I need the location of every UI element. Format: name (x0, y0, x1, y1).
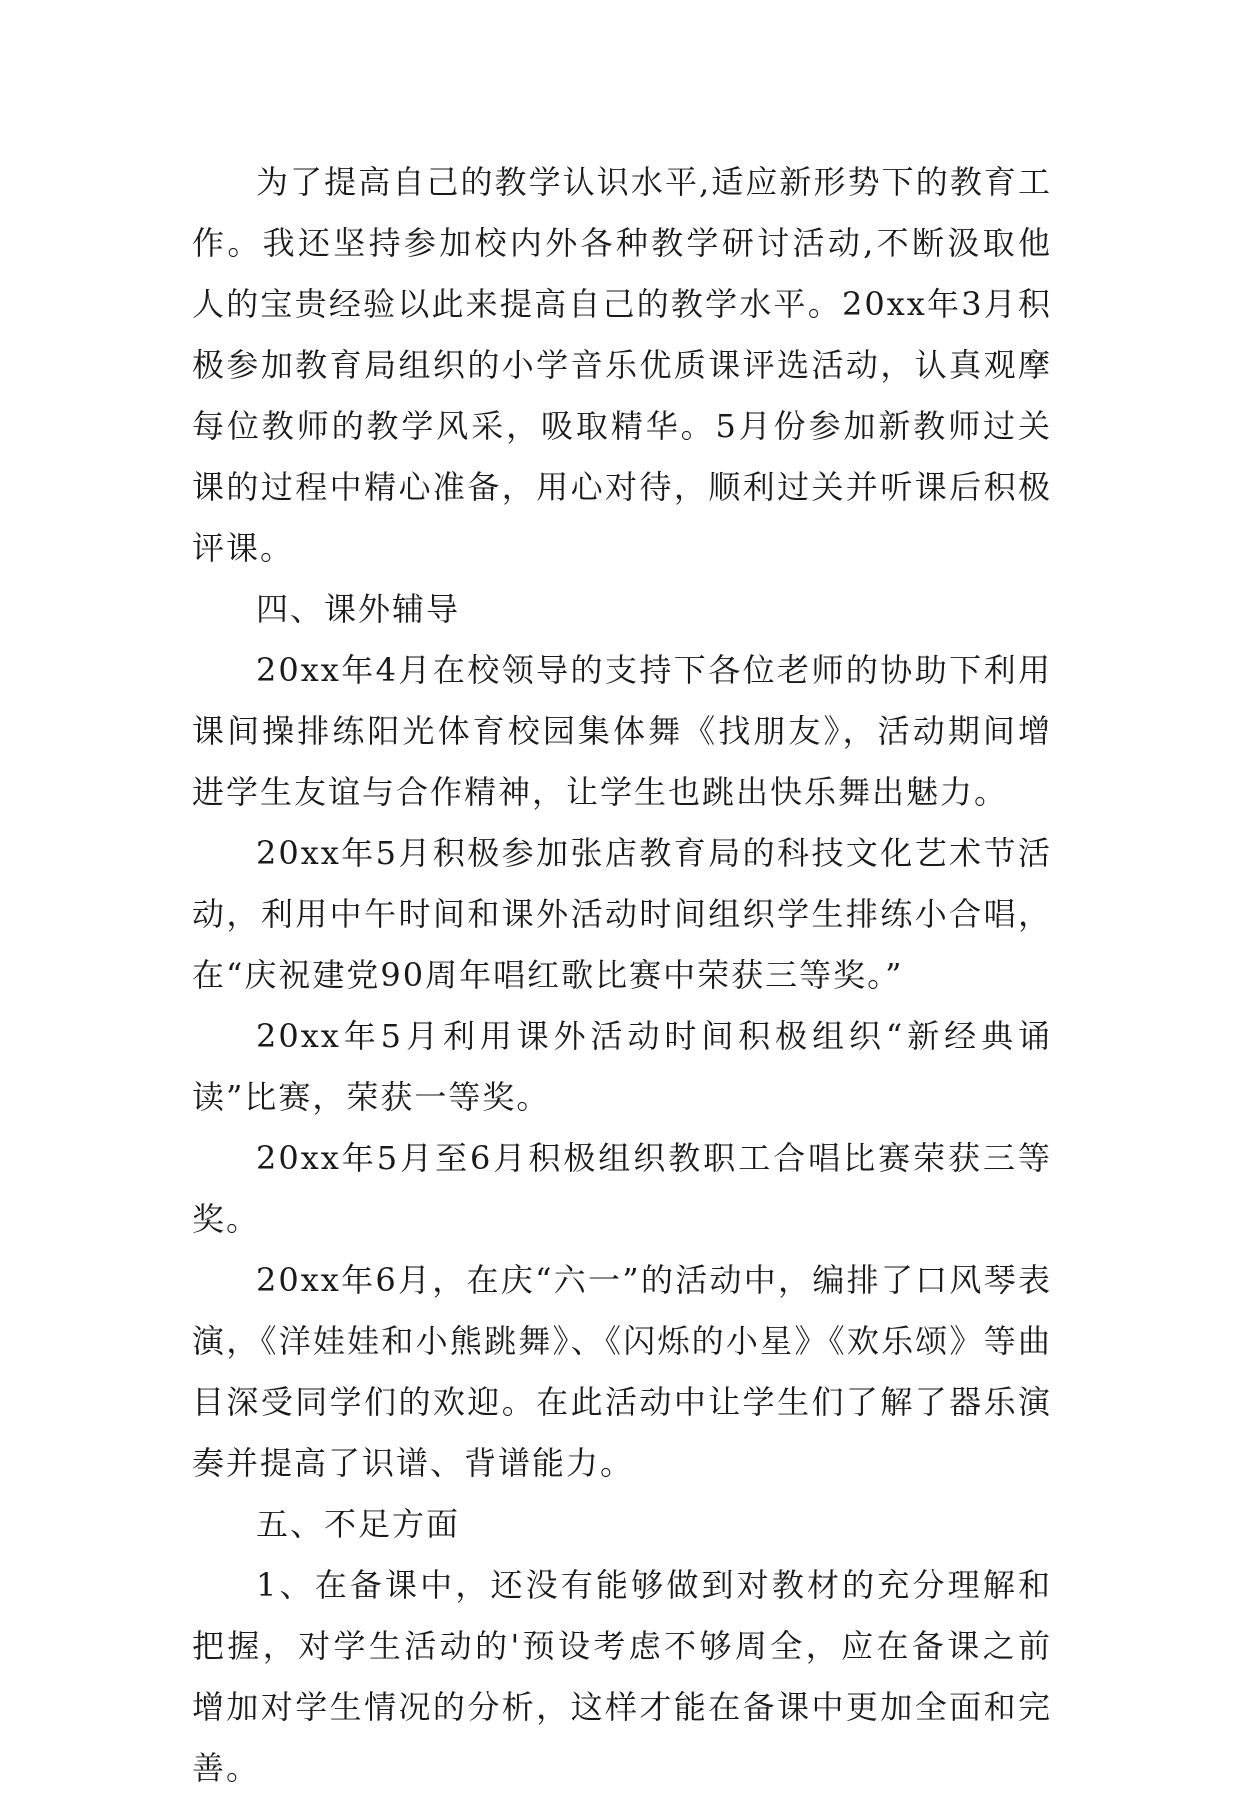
paragraph-childrens-day: 20xx年6月，在庆“六一”的活动中，编排了口风琴表演，《洋娃娃和小熊跳舞》、《闪烁的小星》《欢乐颂》等曲目深受同学们的欢迎。在此活动中让学生们了解了器乐演奏并提高了识谱、背谱能力。 (192, 1261, 1052, 1482)
paragraph-lesson-prep: 1、在备课中，还没有能够做到对教材的充分理解和把握，对学生活动的'预设考虑不够周全，应在备课之前增加对学生情况的分析，这样才能在备课中更加全面和完善。 (192, 1566, 1052, 1787)
paragraph-classic-reading: 20xx年5月利用课外活动时间积极组织“新经典诵读”比赛，荣获一等奖。 (192, 1017, 1052, 1116)
document-body (192, 152, 1052, 1799)
section-heading-extracurricular: 四、课外辅导 (256, 590, 461, 628)
paragraph-staff-choir: 20xx年5月至6月积极组织教职工合唱比赛荣获三等奖。 (192, 1139, 1052, 1238)
paragraph-teaching-research: 为了提高自己的教学认识水平,适应新形势下的教育工作。我还坚持参加校内外各种教学研讨活动,不断汲取他人的宝贵经验以此来提高自己的教学水平。20xx年3月积极参加教育局组织的小学音乐优质课评选活动，认真观摩每位教师的教学风采，吸取精华。5月份参加新教师过关课的过程中精心准备，用心对待，顺利过关并听课后积极评课。 (192, 163, 1052, 567)
paragraph-art-festival: 20xx年5月积极参加张店教育局的科技文化艺术节活动，利用中午时间和课外活动时间组织学生排练小合唱，在“庆祝建党90周年唱红歌比赛中荣获三等奖。” (192, 834, 1052, 994)
paragraph-group-dance: 20xx年4月在校领导的支持下各位老师的协助下利用课间操排练阳光体育校园集体舞《找朋友》，活动期间增进学生友谊与合作精神，让学生也跳出快乐舞出魅力。 (192, 651, 1052, 811)
section-heading-shortcomings: 五、不足方面 (256, 1505, 461, 1543)
